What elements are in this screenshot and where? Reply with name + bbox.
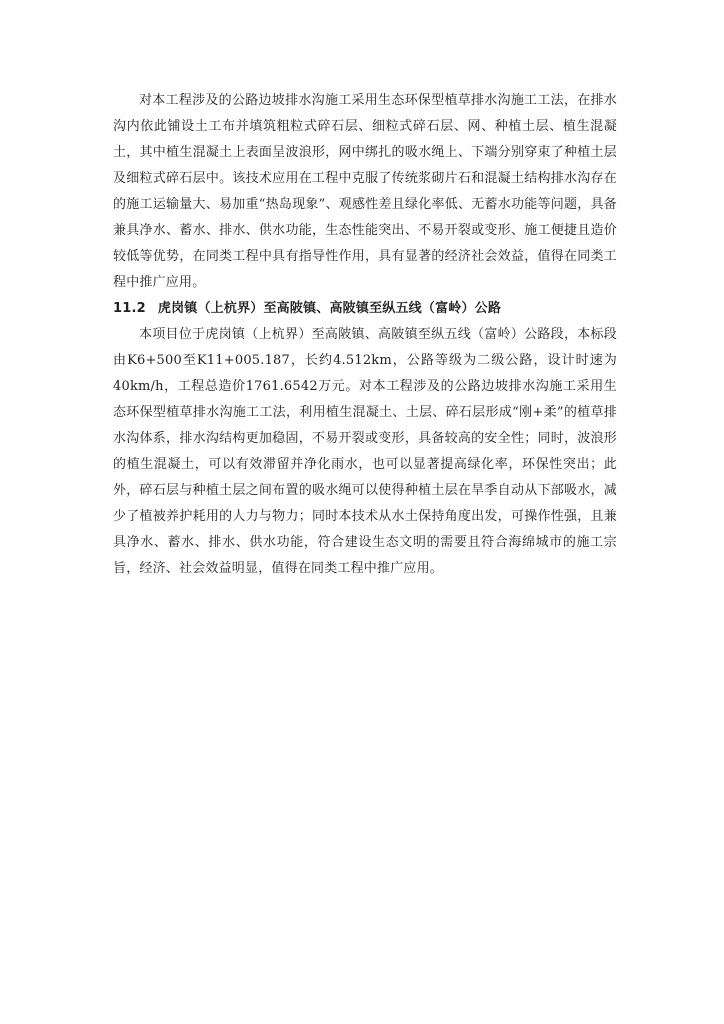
body-paragraph: 本项目位于虎岗镇（上杭界）至高陂镇、高陂镇至纵五线（富岭）公路段，本标段由K6+500至K11+005.187，长约4.512km，公路等级为二级公路，设计时速为40km/h，工程总造价1761.6542万元。对本工程涉及的公路边坡排水沟施工采用生态环保型植草排水沟施工工法，利用植生混凝土、土层、碎石层形成“刚+柔”的植草排水沟体系，排水沟结构更加稳固，不易开裂或变形，具备较高的安全性；同时，波浪形的植生混凝土，可以有效滞留并净化雨水，也可以显著提高绿化率，环保性突出；此外，碎石层与种植土层之间布置的吸水绳可以使得种植土层在旱季自动从下部吸水，减少了植被养护耗用的人力与物力；同时本技术从水土保持角度出发，可操作性强，且兼具净水、蓄水、排水、供水功能，符合建设生态文明的需要且符合海绵城市的施工宗旨，经济、社会效益明显，值得在同类工程中推广应用。 (113, 327, 617, 576)
section-heading (113, 296, 617, 322)
document-page (113, 88, 617, 582)
section-number: 11.2 (113, 301, 146, 316)
body-paragraph: 对本工程涉及的公路边坡排水沟施工采用生态环保型植草排水沟施工工法，在排水沟内依此铺设土工布并填筑粗粒式碎石层、细粒式碎石层、网、种植土层、植生混凝土，其中植生混凝土上表面呈波浪形，网中绑扎的吸水绳上、下端分别穿束了种植土层及细粒式碎石层中。该技术应用在工程中克服了传统浆砌片石和混凝土结构排水沟存在的施工运输量大、易加重“热岛现象”、观感性差且绿化率低、无蓄水功能等问题，具备兼具净水、蓄水、排水、供水功能，生态性能突出、不易开裂或变形、施工便捷且造价较低等优势，在同类工程中具有指导性作用，具有显著的经济社会效益，值得在同类工程中推广应用。 (113, 93, 617, 290)
section-title: 虎岗镇（上杭界）至高陂镇、高陂镇至纵五线（富岭）公路 (157, 301, 502, 316)
